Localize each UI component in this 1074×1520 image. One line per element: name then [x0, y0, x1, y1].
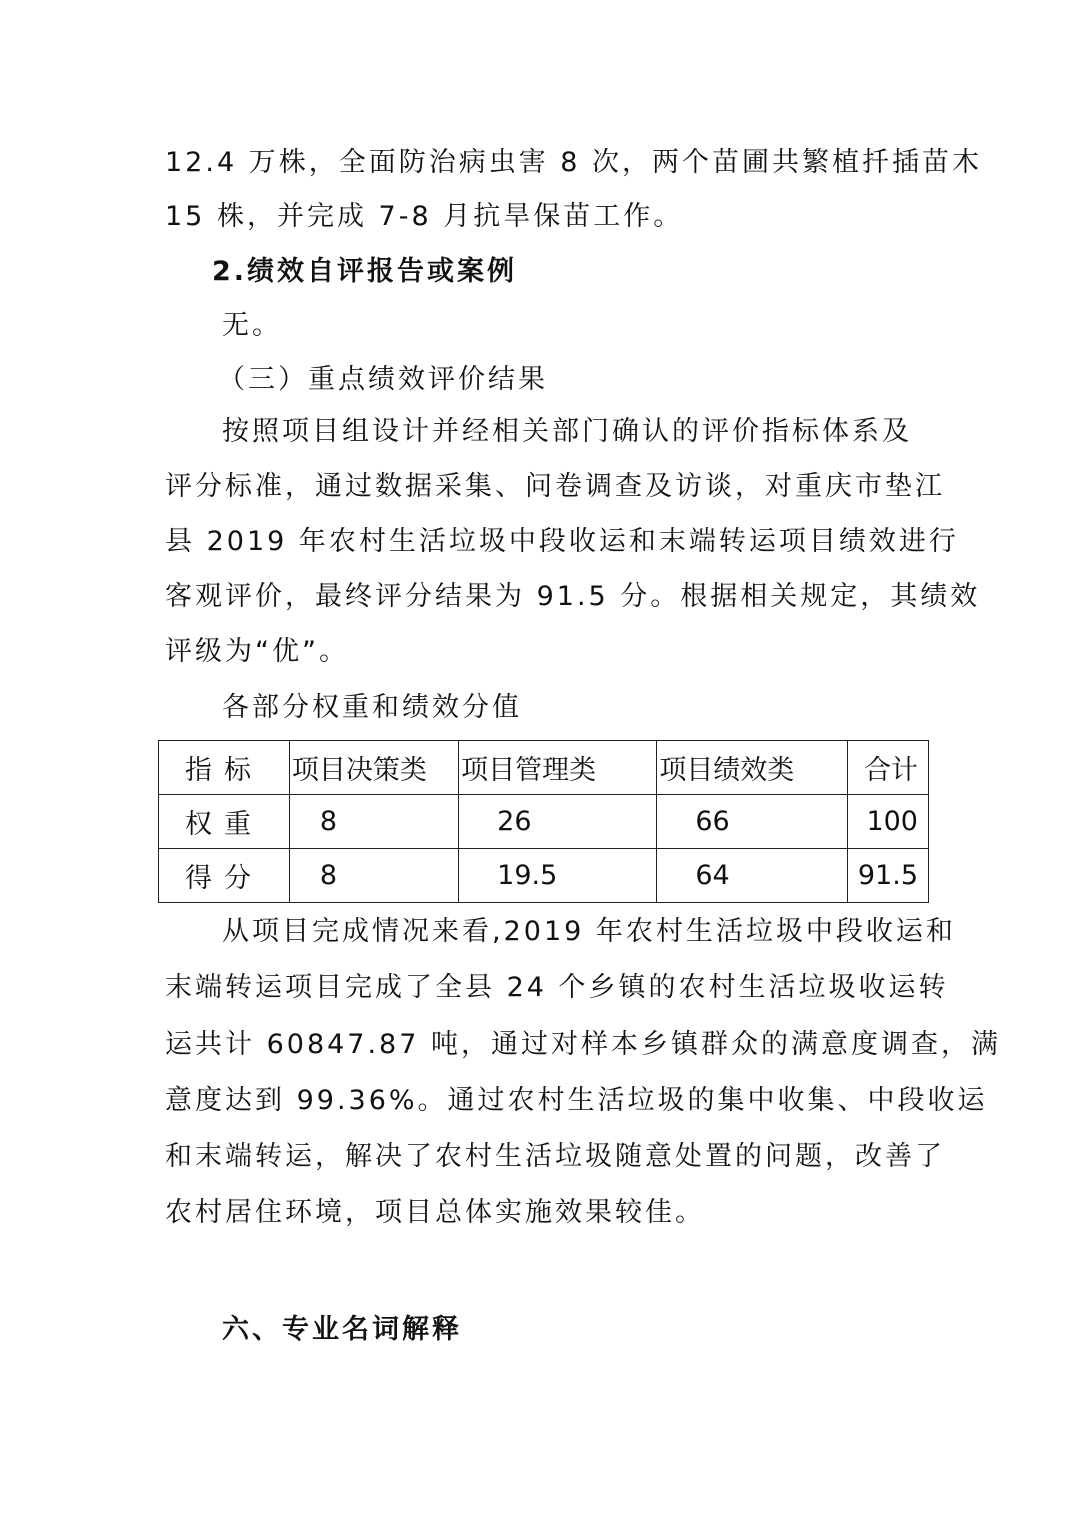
- paragraph-line: 12.4 万株，全面防治病虫害 8 次，两个苗圃共繁植扦插苗木: [165, 147, 983, 178]
- header-cell: 项目绩效类: [657, 741, 848, 795]
- table-cell: 100: [847, 795, 928, 849]
- table-cell: 8: [289, 795, 458, 849]
- paragraph-line: 评级为“优”。: [165, 636, 349, 667]
- paragraph-line: 评分标准，通过数据采集、问卷调查及访谈，对重庆市垫江: [165, 471, 945, 502]
- table-cell: 权重: [159, 795, 290, 849]
- table-cell: 得分: [159, 849, 290, 903]
- table-row: [159, 849, 929, 903]
- section-heading: 六、专业名词解释: [222, 1314, 462, 1345]
- score-table: [158, 740, 929, 903]
- table-cell: 19.5: [459, 849, 657, 903]
- header-cell: 合计: [847, 741, 928, 795]
- paragraph-line: 和末端转运，解决了农村生活垃圾随意处置的问题，改善了: [165, 1141, 945, 1172]
- table-cell: 91.5: [847, 849, 928, 903]
- section-heading: 2.绩效自评报告或案例: [212, 256, 518, 287]
- paragraph-line: 运共计 60847.87 吨，通过对样本乡镇群众的满意度调查，满: [165, 1029, 1001, 1060]
- table-row: [159, 795, 929, 849]
- header-cell: 指标: [159, 741, 290, 795]
- paragraph-line: 按照项目组设计并经相关部门确认的评价指标体系及: [222, 416, 912, 447]
- table-caption: 各部分权重和绩效分值: [222, 692, 522, 723]
- subsection-heading: （三）重点绩效评价结果: [218, 364, 548, 395]
- paragraph-line: 客观评价，最终评分结果为 91.5 分。根据相关规定，其绩效: [165, 581, 981, 612]
- table-header-row: [159, 741, 929, 795]
- table-cell: 66: [657, 795, 848, 849]
- paragraph-line: 农村居住环境，项目总体实施效果较佳。: [165, 1197, 705, 1228]
- paragraph-line: 意度达到 99.36%。通过农村生活垃圾的集中收集、中段收运: [165, 1085, 988, 1116]
- none-text: 无。: [222, 310, 282, 341]
- table-cell: 64: [657, 849, 848, 903]
- paragraph-line: 15 株，并完成 7-8 月抗旱保苗工作。: [165, 201, 684, 232]
- header-cell: 项目决策类: [289, 741, 458, 795]
- paragraph-line: 末端转运项目完成了全县 24 个乡镇的农村生活垃圾收运转: [165, 972, 949, 1003]
- paragraph-line: 从项目完成情况来看,2019 年农村生活垃圾中段收运和: [222, 916, 956, 947]
- header-cell: 项目管理类: [459, 741, 657, 795]
- table-cell: 26: [459, 795, 657, 849]
- table-cell: 8: [289, 849, 458, 903]
- paragraph-line: 县 2019 年农村生活垃圾中段收运和末端转运项目绩效进行: [165, 526, 959, 557]
